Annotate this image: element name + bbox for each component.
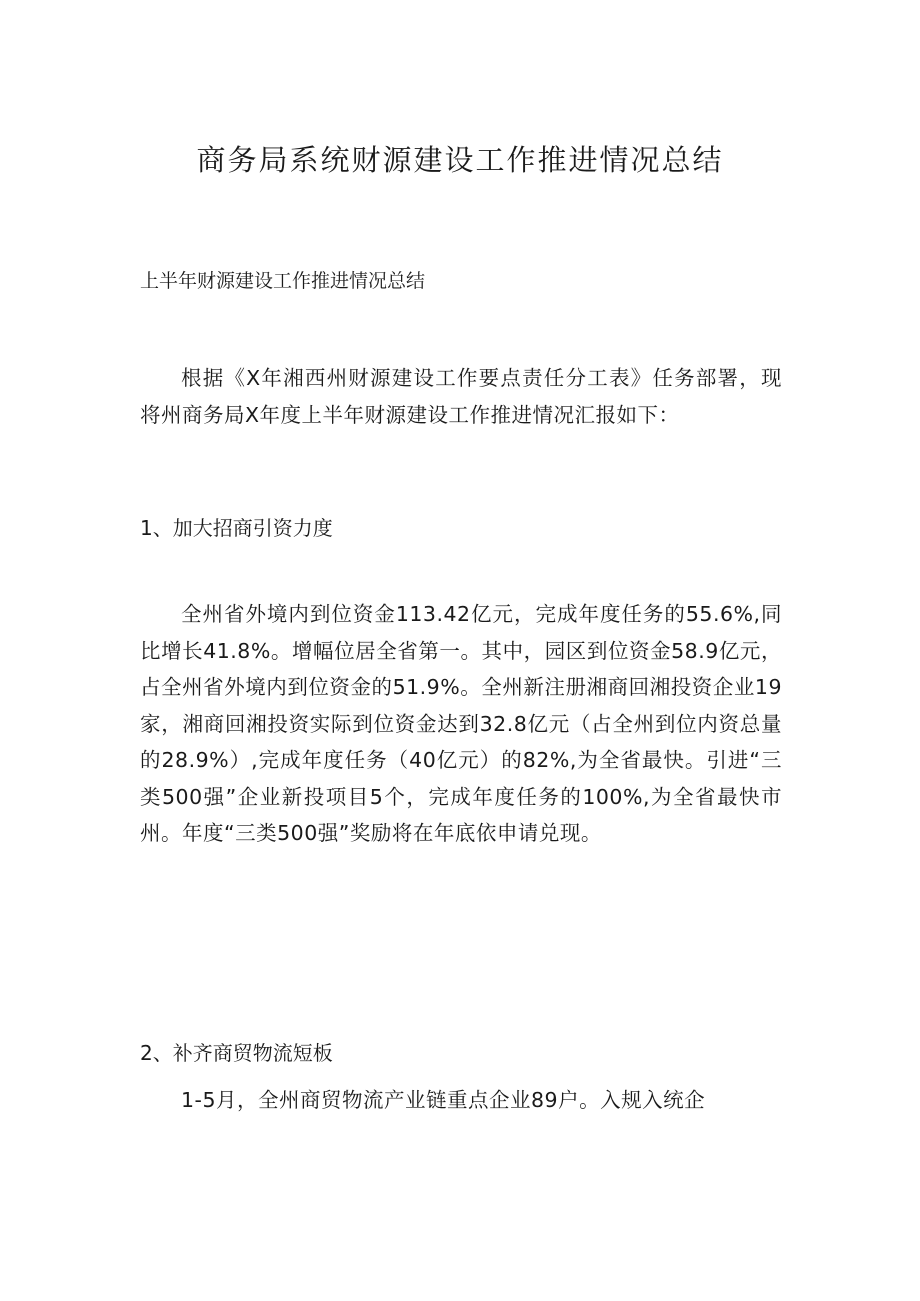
section-1-heading: 1、加大招商引资力度 xyxy=(140,516,333,540)
section-2-body: 1-5月，全州商贸物流产业链重点企业89户。入规入统企 xyxy=(181,1088,706,1112)
intro-paragraph: 根据《X年湘西州财源建设工作要点责任分工表》任务部署，现将州商务局X年度上半年财源建设工作推进情况汇报如下： xyxy=(140,366,782,427)
section-1-body: 全州省外境内到位资金113.42亿元，完成年度任务的55.6%,同比增长41.8%。增幅位居全省第一。其中，园区到位资金58.9亿元，占全州省外境内到位资金的51.9%。全州新注册湘商回湘投资企业19家，湘商回湘投资实际到位资金达到32.8亿元（占全州到位内资总量的28.9%）,完成年度任务（40亿元）的82%,为全省最快。引进“三类500强”企业新投项目5个，完成年度任务的100%,为全省最快市州。年度“三类500强”奖励将在年底依申请兑现。 xyxy=(140,602,782,845)
section-2-heading: 2、补齐商贸物流短板 xyxy=(140,1041,333,1065)
document-subtitle: 上半年财源建设工作推进情况总结 xyxy=(140,270,426,292)
document-title: 商务局系统财源建设工作推进情况总结 xyxy=(196,143,724,177)
